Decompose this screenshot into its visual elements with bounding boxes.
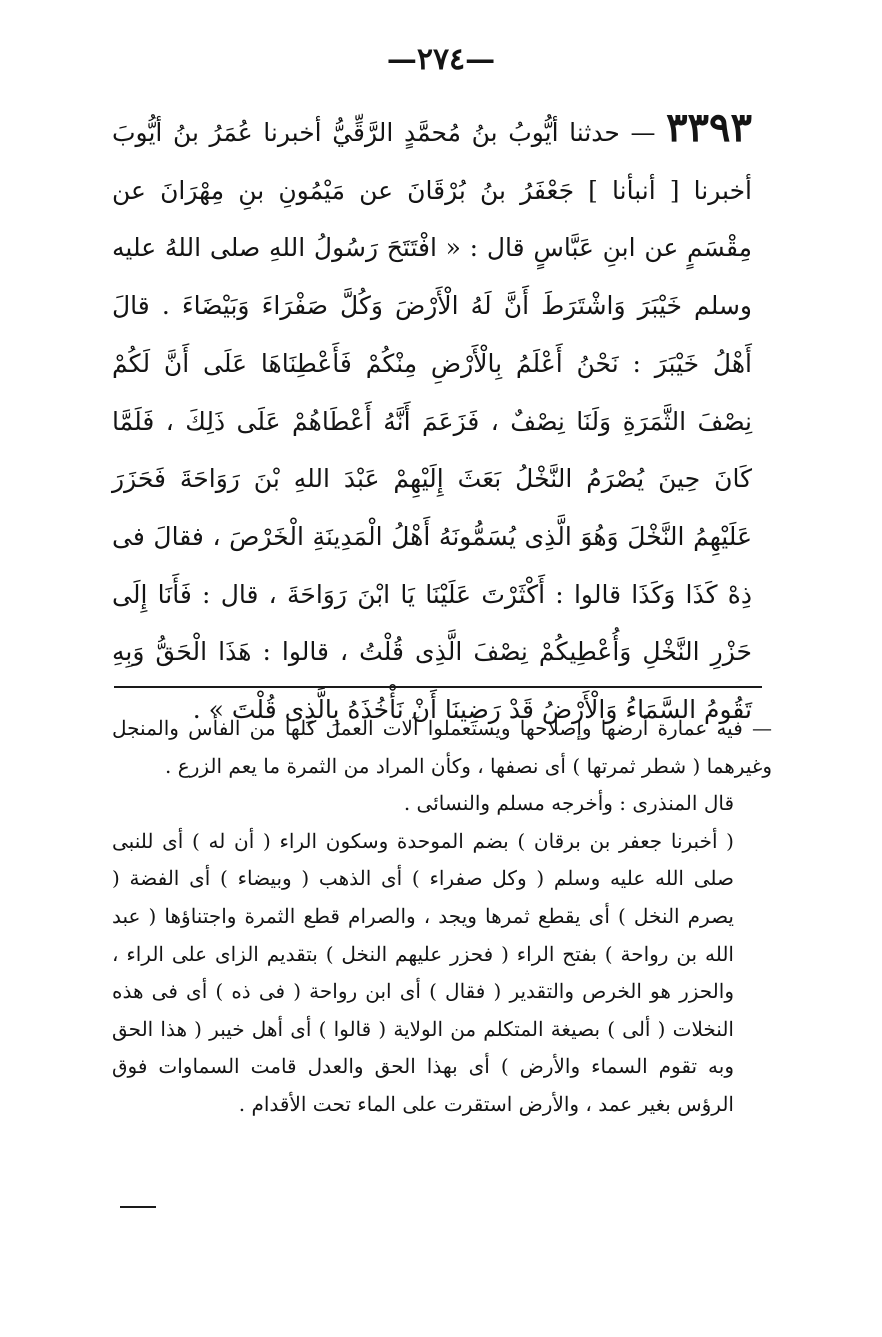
hadith-paragraph (112, 104, 752, 739)
hadith-matn: قال : « افْتَتَحَ رَسُولُ اللهِ صلى اللهُ عليه وسلم خَيْبَرَ وَاشْتَرَطَ أَنَّ لَهُ الْأَرْضَ وَكُلَّ صَفْرَاءَ وَبَيْضَاءَ . قالَ أَهْلُ خَيْبَرَ : نَحْنُ أَعْلَمُ بِالْأَرْضِ مِنْكُمْ فَأَعْطِنَاهَا عَلَى أَنَّ لَكُمْ نِصْفَ الثَّمَرَةِ وَلَنَا نِصْفٌ ، فَزَعَمَ أَنَّهُ أَعْطَاهُمْ عَلَى ذَلِكَ ، فَلَمَّا كَانَ حِينَ يُصْرَمُ النَّخْلُ بَعَثَ إِلَيْهِمْ عَبْدَ اللهِ بْنَ رَوَاحَةَ فَحَزَرَ عَلَيْهِمُ النَّخْلَ وَهُوَ الَّذِى يُسَمُّونَهُ أَهْلُ الْمَدِينَةِ الْخَرْصَ ، فقالَ فى ذِهْ كَذَا وَكَذَا قالوا : أَكْثَرْتَ عَلَيْنَا يَا ابْنَ رَوَاحَةَ ، قال : فَأَنَا إِلَى حَزْرِ النَّخْلِ وَأُعْطِيكُمْ نِصْفَ الَّذِى قُلْتُ ، قالوا : هَذَا الْحَقُّ وَبِهِ تَقُومُ السَّمَاءُ وَالْأَرْضُ قَدْ رَضِينَا أَنْ نَأْخُذَهُ بِالَّذِى قُلْتَ » . (112, 233, 752, 725)
commentary-paragraph: قال المنذرى : وأخرجه مسلم والنسائى . (403, 791, 734, 816)
end-dash (120, 1206, 156, 1208)
commentary-paragraph: — فيه عمارة أرضها وإصلاحها ويستعملوا آلات العمل كلها من الفأس والمنجل وغيرهما ( شطر ثمرتها ) أى نصفها ، وكأن المراد من الثمرة ما يعم الزرع . (112, 716, 772, 778)
commentary (112, 710, 772, 1124)
footnote-divider (114, 686, 762, 688)
hadith-number: ٣٣٩٣ (666, 104, 752, 151)
page-number: —٢٧٤— (386, 42, 496, 77)
hadith-isnad: — حدثنا أيُّوبُ بنُ مُحمَّدٍ الرَّقِّيُّ أخبرنا عُمَرُ بنُ أيُّوبَ أخبرنا [ أنبأنا ] جَعْفَرُ بنُ بُرْقَانَ عن مَيْمُونِ بنِ مِهْرَانَ عن مِقْسَمٍ عن ابنِ عَبَّاسٍ (112, 118, 752, 263)
commentary-paragraph: ( أخبرنا جعفر بن برقان ) بضم الموحدة وسكون الراء ( أن له ) أى للنبى صلى الله عليه وسلم ( وكل صفراء ) أى الذهب ( وبيضاء ) أى الفضة ( يصرم النخل ) أى يقطع ثمرها ويجد ، والصرام قطع الثمرة واجتناؤها ( عبد الله بن رواحة ) بفتح الراء ( فحزر عليهم النخل ) بتقديم الزاى على الراء ، والحزر هو الخرص والتقدير ( فقال ) أى ابن رواحة ( فى ذه ) أى فى هذه النخلات ( ألى ) بصيغة المتكلم من الولاية ( قالوا ) أى أهل خيبر ( هذا الحق وبه تقوم السماء والأرض ) أى بهذا الحق والعدل قامت السماوات فوق الرؤس بغير عمد ، والأرض استقرت على الماء تحت الأقدام . (112, 828, 734, 1116)
hadith-text (112, 104, 752, 739)
